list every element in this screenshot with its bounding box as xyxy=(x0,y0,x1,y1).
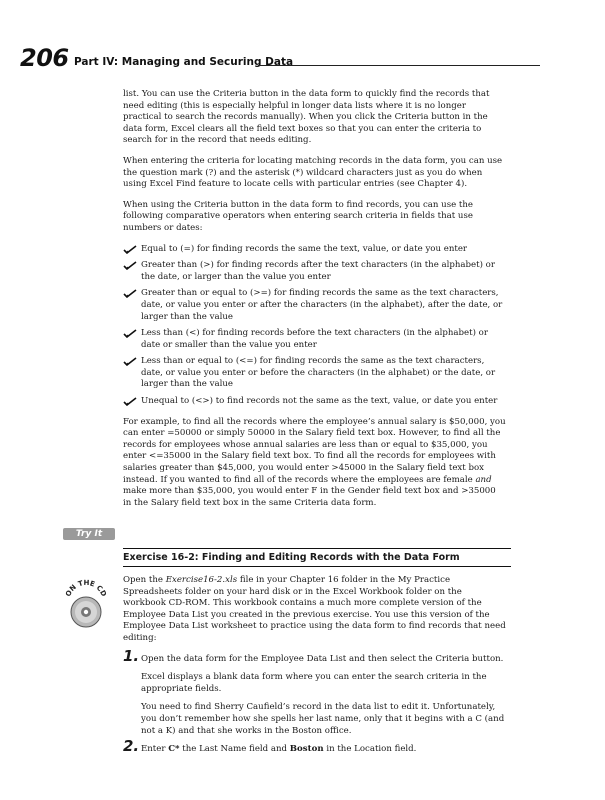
step-number: 2. xyxy=(123,737,140,756)
page-number: 206 xyxy=(20,44,69,72)
text-run: Open the xyxy=(123,575,166,585)
text-run: For example, to find all the records where the employee’s annual salary is $50,000, you can enter =50000 or simply 50000 in the Salary field text box. However, to find all the records for employees whose annual salaries are less than or equal to $35,000, you enter <=35000 in the Salary field text box. To find all the records for employees with salaries greater than $45,000, you would enter >45000 in the Salary field text box instead. If you wanted to find all of the records where the employees are female xyxy=(123,416,506,485)
text-run: file in your Chapter 16 folder in the My Practice Spreadsheets folder on your hard disk or in the Excel Workbook folder on the workbook CD-ROM. This workbook contains a much more complete version of the Employee Data List you created in the previous exercise. You use this version of the Employee Data List worksheet to practice using the data form to find records that need editing: xyxy=(123,575,506,643)
paragraph: list. You can use the Criteria button in the data form to quickly find the records that need editing (this is especially helpful in longer data lists where it is no longer practical to search the records manually). When you click the Criteria button in the data form, Excel clears all the field text boxes so that you can enter the criteria to search for in the record that needs editing. xyxy=(123,89,490,146)
criteria-value: C* xyxy=(168,744,180,755)
section-title: Part IV: Managing and Securing Data xyxy=(74,56,294,68)
text-run: the Last Name field and xyxy=(179,744,290,755)
file-name: Exercise16-2.xls xyxy=(165,575,238,585)
step-number: 1. xyxy=(123,646,140,665)
checkmark-icon xyxy=(123,261,137,270)
list-item-text: Less than or equal to (<=) for finding records the same as the text characters, date, or value you enter or before the characters (in the alphabet) or the date, or larger than the value xyxy=(141,356,496,390)
exercise-body xyxy=(123,575,506,756)
list-item xyxy=(123,396,506,408)
emphasis-and: and xyxy=(475,474,492,485)
checkmark-icon xyxy=(123,397,137,406)
text-run: in the Location field. xyxy=(323,744,417,755)
step-text: Open the data form for the Employee Data List and then select the Criteria button. xyxy=(141,653,504,664)
step-note: You need to find Sherry Caufield’s record in the data list to edit it. Unfortunately, you don’t remember how she spells her last name, only that it begins with a C (and not a K) and that she works in the Boston office. xyxy=(141,702,505,736)
main-content xyxy=(123,89,506,518)
checkmark-icon xyxy=(123,329,137,338)
cd-badge-label: ON THE CD xyxy=(64,578,108,598)
list-item xyxy=(123,356,506,391)
header-rule xyxy=(258,65,540,66)
text-run: Enter xyxy=(141,744,169,755)
list-item-text: Unequal to (<>) to find records not the same as the text, value, or date you enter xyxy=(141,396,498,407)
exercise-block xyxy=(123,548,511,763)
exercise-intro xyxy=(123,575,506,645)
list-item xyxy=(123,244,506,256)
criteria-value: Boston xyxy=(289,744,324,755)
list-item-text: Greater than (>) for finding records after the text characters (in the alphabet) or the date, or larger than the value you enter xyxy=(141,260,495,282)
list-item-text: Greater than or equal to (>=) for finding records the same as the text characters, date, or value you enter or after the characters (in the alphabet), after the date, or larger than the value xyxy=(141,288,503,322)
list-item-text: Less than (<) for finding records before the text characters (in the alphabet) or date or smaller than the value you enter xyxy=(141,328,488,350)
list-item xyxy=(123,260,506,283)
page-header xyxy=(20,44,540,74)
step-2 xyxy=(123,737,506,756)
checkmark-icon xyxy=(123,357,137,366)
step-1 xyxy=(123,646,506,666)
exercise-title: Exercise 16-2: Finding and Editing Records with the Data Form xyxy=(123,552,511,567)
svg-text:ON THE CD xyxy=(64,579,108,598)
paragraph: When entering the criteria for locating matching records in the data form, you can use the question mark (?) and the asterisk (*) wildcard characters just as you do when using Excel Find feature to locate cells with particular entries (see Chapter 4). xyxy=(123,155,503,190)
step-note: Excel displays a blank data form where you can enter the search criteria in the appropriate fields. xyxy=(141,672,487,694)
checkmark-icon xyxy=(123,245,137,254)
list-item-text: Equal to (=) for finding records the same the text, value, or date you enter xyxy=(141,243,468,254)
paragraph: When using the Criteria button in the data form to find records, you can use the following comparative operators when entering search criteria in fields that use numbers or dates: xyxy=(123,199,474,233)
list-item xyxy=(123,328,506,351)
text-run: make more than $35,000, you would enter F in the Gender field text box and >35000 in the Salary field text box in the same Criteria data form. xyxy=(123,486,496,508)
exercise-top-rule xyxy=(123,548,511,549)
cd-icon xyxy=(63,578,109,632)
list-item xyxy=(123,288,506,323)
checkmark-icon xyxy=(123,289,137,298)
try-it-tab: Try It xyxy=(63,528,115,540)
paragraph xyxy=(123,417,506,510)
operator-list xyxy=(123,244,506,408)
